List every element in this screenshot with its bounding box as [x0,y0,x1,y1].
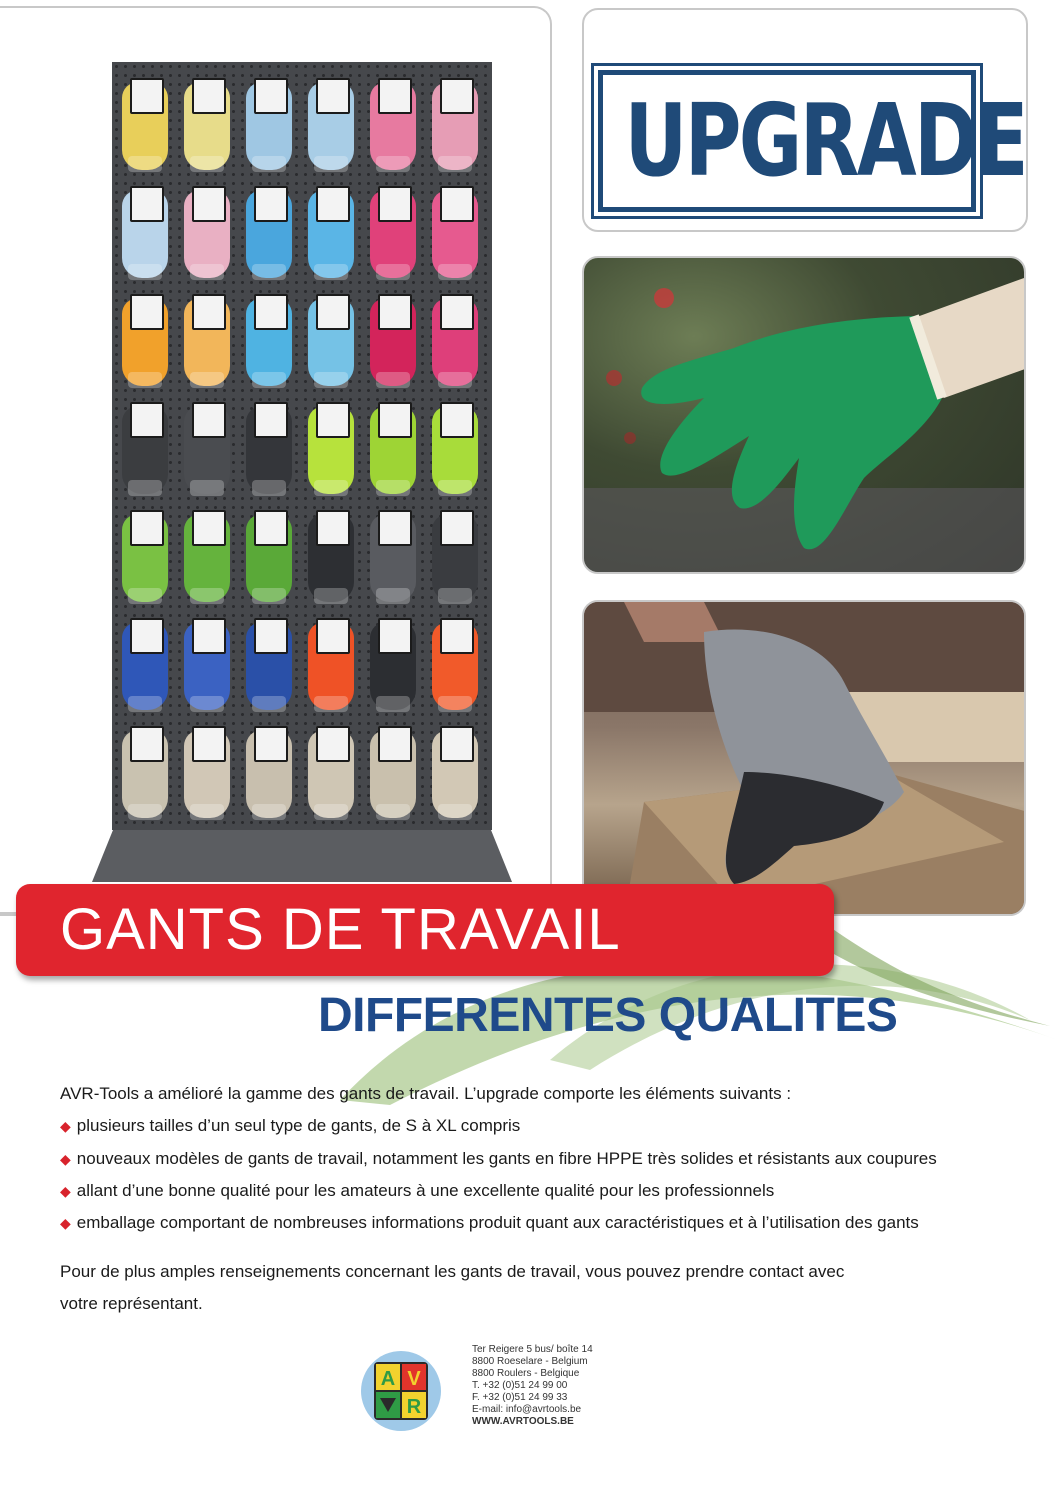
glove-cuff [376,588,410,604]
glove-cuff [128,156,162,172]
glove-cuff [314,696,348,712]
glove-label-tag [378,186,412,222]
glove-cuff [252,480,286,496]
logo-letter-v: V [407,1368,421,1390]
glove-package [432,190,478,278]
glove-cuff [252,372,286,388]
glove-package [246,82,292,170]
glove-cuff [252,264,286,280]
glove-label-tag [192,402,226,438]
glove-cuff [252,156,286,172]
grey-glove-photo [582,600,1026,916]
glove-label-tag [316,510,350,546]
glove-label-tag [440,618,474,654]
bullet-item-3: ◆ allant d’une bonne qualité pour les amateurs à une excellente qualité pour les professionnels [60,1181,775,1200]
website-link[interactable]: WWW.AVRTOOLS.BE [472,1416,574,1427]
address-line-1: Ter Reigere 5 bus/ boîte 14 [472,1344,593,1355]
glove-label-tag [316,294,350,330]
glove-label-tag [130,618,164,654]
glove-cuff [128,804,162,820]
bullet-diamond-icon: ◆ [60,1183,71,1199]
intro-text: AVR-Tools a amélioré la gamme des gants de travail. L’upgrade comporte les éléments suivants : [60,1084,792,1103]
closing-line-1: Pour de plus amples renseignements concernant les gants de travail, vous pouvez prendre contact avec [60,1262,845,1281]
glove-package [432,622,478,710]
glove-label-tag [192,618,226,654]
glove-label-tag [440,78,474,114]
glove-package [308,514,354,602]
glove-package [370,82,416,170]
glove-cuff [314,804,348,820]
glove-cuff [438,480,472,496]
glove-package [308,406,354,494]
logo-letter-r: R [406,1396,422,1418]
glove-package [246,622,292,710]
glove-cuff [314,588,348,604]
glove-label-tag [378,402,412,438]
glove-package [184,298,230,386]
subtitle: DIFFERENTES QUALITES [318,989,898,1042]
glove-label-tag [192,294,226,330]
glove-package [184,82,230,170]
green-glove-photo [582,256,1026,574]
glove-package [122,406,168,494]
glove-cuff [128,588,162,604]
glove-package [122,622,168,710]
glove-package [184,514,230,602]
glove-package [308,730,354,818]
glove-cuff [128,264,162,280]
glove-package [184,190,230,278]
glove-package [432,298,478,386]
glove-label-tag [192,510,226,546]
glove-label-tag [130,726,164,762]
glove-label-tag [316,402,350,438]
glove-cuff [190,156,224,172]
avr-logo [360,1350,442,1432]
glove-label-tag [254,294,288,330]
glove-package [184,622,230,710]
bullet-diamond-icon: ◆ [60,1151,71,1167]
glove-label-tag [378,294,412,330]
glove-package [432,514,478,602]
upgrade-stamp-text: UPGRADE [624,82,1026,199]
glove-package [370,622,416,710]
glove-label-tag [316,78,350,114]
glove-display-rack [112,62,492,830]
company-address [472,1344,593,1428]
glove-package [308,622,354,710]
glove-cuff [438,156,472,172]
glove-cuff [190,264,224,280]
glove-cuff [376,696,410,712]
glove-package [246,298,292,386]
glove-label-tag [254,402,288,438]
glove-cuff [376,264,410,280]
glove-cuff [376,480,410,496]
glove-label-tag [130,78,164,114]
glove-label-tag [316,726,350,762]
glove-label-tag [440,726,474,762]
glove-label-tag [254,618,288,654]
closing-line-2: votre représentant. [60,1294,203,1313]
green-glove-illustration [584,258,1026,574]
glove-cuff [314,372,348,388]
glove-label-tag [316,618,350,654]
glove-label-tag [440,402,474,438]
glove-label-tag [440,294,474,330]
glove-cuff [438,804,472,820]
glove-cuff [314,480,348,496]
address-email[interactable]: E-mail: info@avrtools.be [472,1404,582,1415]
glove-cuff [252,696,286,712]
glove-label-tag [254,78,288,114]
glove-package [432,406,478,494]
glove-cuff [314,156,348,172]
glove-package [122,514,168,602]
glove-package [370,730,416,818]
glove-cuff [438,588,472,604]
glove-package [246,514,292,602]
glove-package [432,82,478,170]
bullet-diamond-icon: ◆ [60,1215,71,1231]
address-line-3: 8800 Roulers - Belgique [472,1368,580,1379]
glove-cuff [376,372,410,388]
glove-package [184,730,230,818]
address-phone: T. +32 (0)51 24 99 00 [472,1380,568,1391]
bullet-item-2: ◆ nouveaux modèles de gants de travail, notamment les gants en fibre HPPE très solides et résistants aux coupures [60,1149,937,1168]
glove-package [308,82,354,170]
glove-label-tag [378,510,412,546]
glove-cuff [376,804,410,820]
glove-label-tag [254,510,288,546]
glove-label-tag [440,510,474,546]
glove-cuff [128,696,162,712]
glove-cuff [438,696,472,712]
glove-package [122,730,168,818]
glove-label-tag [130,402,164,438]
glove-package [370,298,416,386]
bullet-item-4: ◆ emballage comportant de nombreuses informations produit quant aux caractéristiques et à l’utilisation des gants [60,1213,919,1232]
glove-cuff [438,372,472,388]
grey-glove-illustration [584,602,1026,916]
page-title: GANTS DE TRAVAIL [60,897,621,962]
glove-label-tag [254,726,288,762]
glove-cuff [190,480,224,496]
glove-label-tag [316,186,350,222]
glove-package [308,298,354,386]
address-fax: F. +32 (0)51 24 99 33 [472,1392,568,1403]
glove-package [308,190,354,278]
glove-cuff [128,372,162,388]
glove-label-tag [192,78,226,114]
glove-label-tag [378,618,412,654]
address-line-2: 8800 Roeselare - Belgium [472,1356,588,1367]
rack-base [92,830,512,882]
glove-package [370,514,416,602]
glove-package [122,190,168,278]
glove-package [184,406,230,494]
glove-label-tag [130,186,164,222]
logo-letter-a: A [380,1368,396,1390]
glove-cuff [252,588,286,604]
glove-cuff [190,696,224,712]
glove-label-tag [130,510,164,546]
glove-package [122,298,168,386]
glove-label-tag [378,78,412,114]
glove-package [370,190,416,278]
glove-package [370,406,416,494]
glove-cuff [190,804,224,820]
glove-package [246,730,292,818]
glove-label-tag [192,726,226,762]
glove-package [432,730,478,818]
glove-cuff [190,588,224,604]
glove-package [246,190,292,278]
glove-cuff [252,804,286,820]
glove-label-tag [254,186,288,222]
glove-label-tag [192,186,226,222]
glove-cuff [438,264,472,280]
glove-label-tag [440,186,474,222]
glove-label-tag [130,294,164,330]
glove-package [122,82,168,170]
glove-package [246,406,292,494]
glove-cuff [190,372,224,388]
glove-cuff [128,480,162,496]
bullet-item-1: ◆ plusieurs tailles d’un seul type de gants, de S à XL compris [60,1116,521,1135]
glove-cuff [376,156,410,172]
bullet-diamond-icon: ◆ [60,1118,71,1134]
glove-label-tag [378,726,412,762]
glove-cuff [314,264,348,280]
